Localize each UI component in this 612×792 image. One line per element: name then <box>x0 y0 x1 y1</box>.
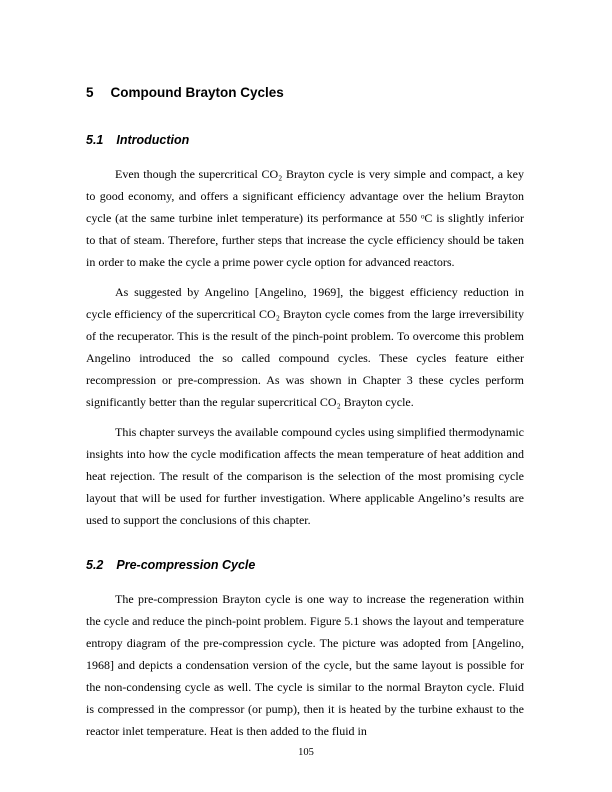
chapter-title: Compound Brayton Cycles <box>110 85 284 100</box>
page-number: 105 <box>298 747 314 758</box>
section-heading-5-1 <box>86 132 524 148</box>
paragraph-precompression-1: The pre-compression Brayton cycle is one way to increase the regeneration within the cycle and reduce the pinch-point problem. Figure 5.1 shows the layout and temperature entropy diagram of the pre-compression cycle. The picture was adopted from [Angelino, 1968] and depicts a condensation version of the cycle, but the same layout is possible for the non-condensing cycle as well. The cycle is similar to the normal Brayton cycle. Fluid is compressed in the compressor (or pump), then it is heated by the turbine exhaust to the reactor inlet temperature. Heat is then added to the fluid in <box>86 592 524 738</box>
section-number-5-1: 5.1 <box>86 133 104 147</box>
chapter-number: 5 <box>86 85 94 100</box>
paragraph-introduction-2: As suggested by Angelino [Angelino, 1969], the biggest efficiency reduction in cycle efficiency of the supercritical CO₂ Brayton cycle comes from the large irreversibility of the recuperator. This is the result of the pinch-point problem. To overcome this problem Angelino introduced the so called compound cycles. These cycles feature either recompression or pre-compression. As was shown in Chapter 3 these cycles perform significantly better than the regular supercritical CO₂ Brayton cycle. <box>86 285 524 409</box>
page-content <box>86 84 524 750</box>
chapter-heading <box>86 84 524 102</box>
section-heading-5-2 <box>86 557 524 573</box>
section-title-5-2: Pre-compression Cycle <box>116 558 256 572</box>
section-number-5-2: 5.2 <box>86 558 104 572</box>
paragraph-introduction-1: Even though the supercritical CO₂ Brayton cycle is very simple and compact, a key to good economy, and offers a significant efficiency advantage over the helium Brayton cycle (at the same turbine inlet temperature) its performance at 550 ᵒC is slightly inferior to that of steam. Therefore, further steps that increase the cycle efficiency should be taken in order to make the cycle a prime power cycle option for advanced reactors. <box>86 167 524 269</box>
section-title-5-1: Introduction <box>116 133 190 147</box>
paragraph-introduction-3: This chapter surveys the available compound cycles using simplified thermodynamic insights into how the cycle modification affects the mean temperature of heat addition and heat rejection. The result of the comparison is the selection of the most promising cycle layout that will be used for further investigation. Where applicable Angelino’s results are used to support the conclusions of this chapter. <box>86 425 524 527</box>
